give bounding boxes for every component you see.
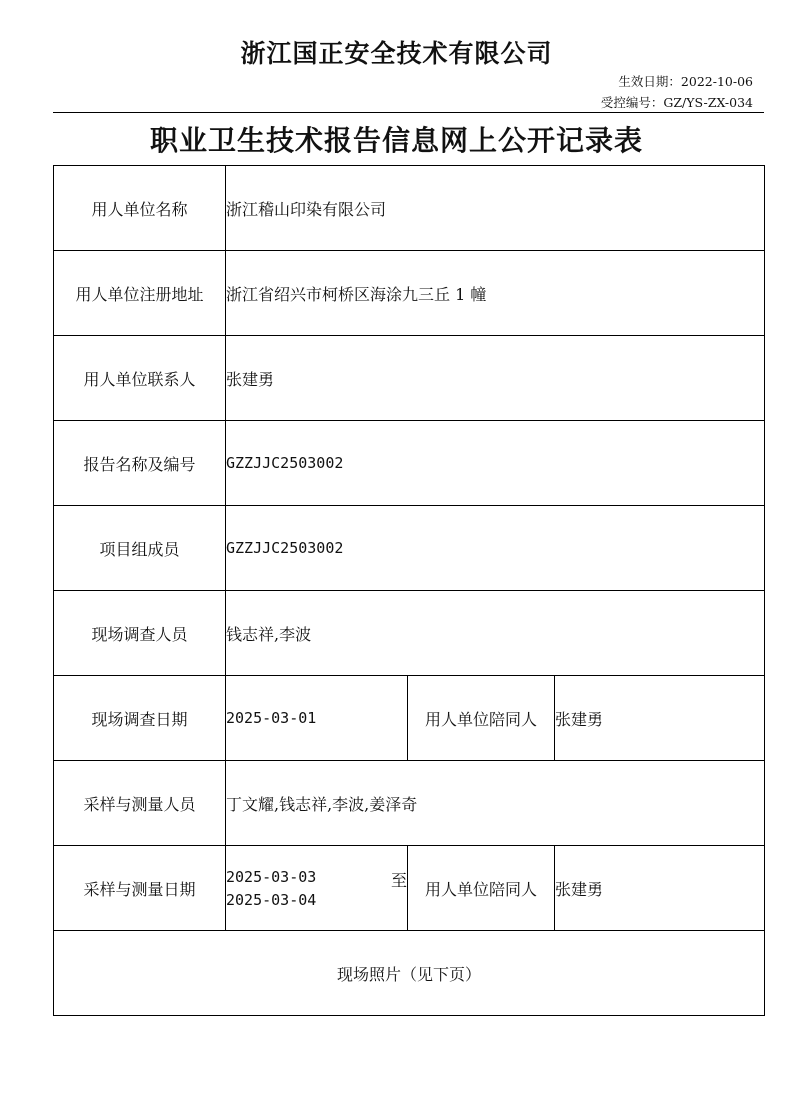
table-row-survey-date [54, 676, 765, 761]
table-row-report-name [54, 421, 765, 506]
survey-date-value: 2025-03-01 [226, 676, 408, 761]
survey-staff-label: 现场调查人员 [54, 591, 226, 676]
record-table [53, 165, 765, 1016]
survey-escort-value: 张建勇 [555, 676, 765, 761]
table-row-sampling-staff [54, 761, 765, 846]
sampling-date-label: 采样与测量日期 [54, 846, 226, 931]
employer-contact-label: 用人单位联系人 [54, 336, 226, 421]
table-row-employer-address [54, 251, 765, 336]
table-row-employer-name [54, 166, 765, 251]
sampling-date-start: 2025-03-03 [226, 867, 317, 886]
table-row-sampling-date [54, 846, 765, 931]
employer-address-label: 用人单位注册地址 [54, 251, 226, 336]
table-row-photos [54, 931, 765, 1016]
sampling-date-line [226, 868, 407, 891]
employer-name-label: 用人单位名称 [54, 166, 226, 251]
sampling-date-to: 至 [390, 870, 407, 890]
sampling-escort-label: 用人单位陪同人 [408, 846, 555, 931]
sampling-staff-value: 丁文耀,钱志祥,李波,姜泽奇 [226, 761, 765, 846]
control-code: 受控编号：GZ/YS-ZX-034 [600, 95, 753, 110]
employer-address-value: 浙江省绍兴市柯桥区海涂九三丘 1 幢 [226, 251, 765, 336]
site-photos-note: 现场照片（见下页） [54, 931, 765, 1016]
project-members-label: 项目组成员 [54, 506, 226, 591]
survey-date-label: 现场调查日期 [54, 676, 226, 761]
report-name-value: GZZJJC2503002 [226, 421, 765, 506]
sampling-staff-label: 采样与测量人员 [54, 761, 226, 846]
survey-escort-label: 用人单位陪同人 [408, 676, 555, 761]
employer-contact-value: 张建勇 [226, 336, 765, 421]
table-row-survey-staff [54, 591, 765, 676]
company-name: 浙江国正安全技术有限公司 [240, 39, 553, 68]
sampling-escort-value: 张建勇 [555, 846, 765, 931]
document-title: 职业卫生技术报告信息网上公开记录表 [149, 124, 643, 157]
effective-date: 生效日期：2022-10-06 [618, 74, 753, 89]
table-row-employer-contact [54, 336, 765, 421]
employer-name-value: 浙江稽山印染有限公司 [226, 166, 765, 251]
survey-staff-value: 钱志祥,李波 [226, 591, 765, 676]
report-name-label: 报告名称及编号 [54, 421, 226, 506]
project-members-value: GZZJJC2503002 [226, 506, 765, 591]
sampling-date-range [226, 846, 408, 931]
table-row-project-members [54, 506, 765, 591]
sampling-date-end: 2025-03-04 [226, 890, 317, 909]
header-divider [53, 112, 764, 113]
